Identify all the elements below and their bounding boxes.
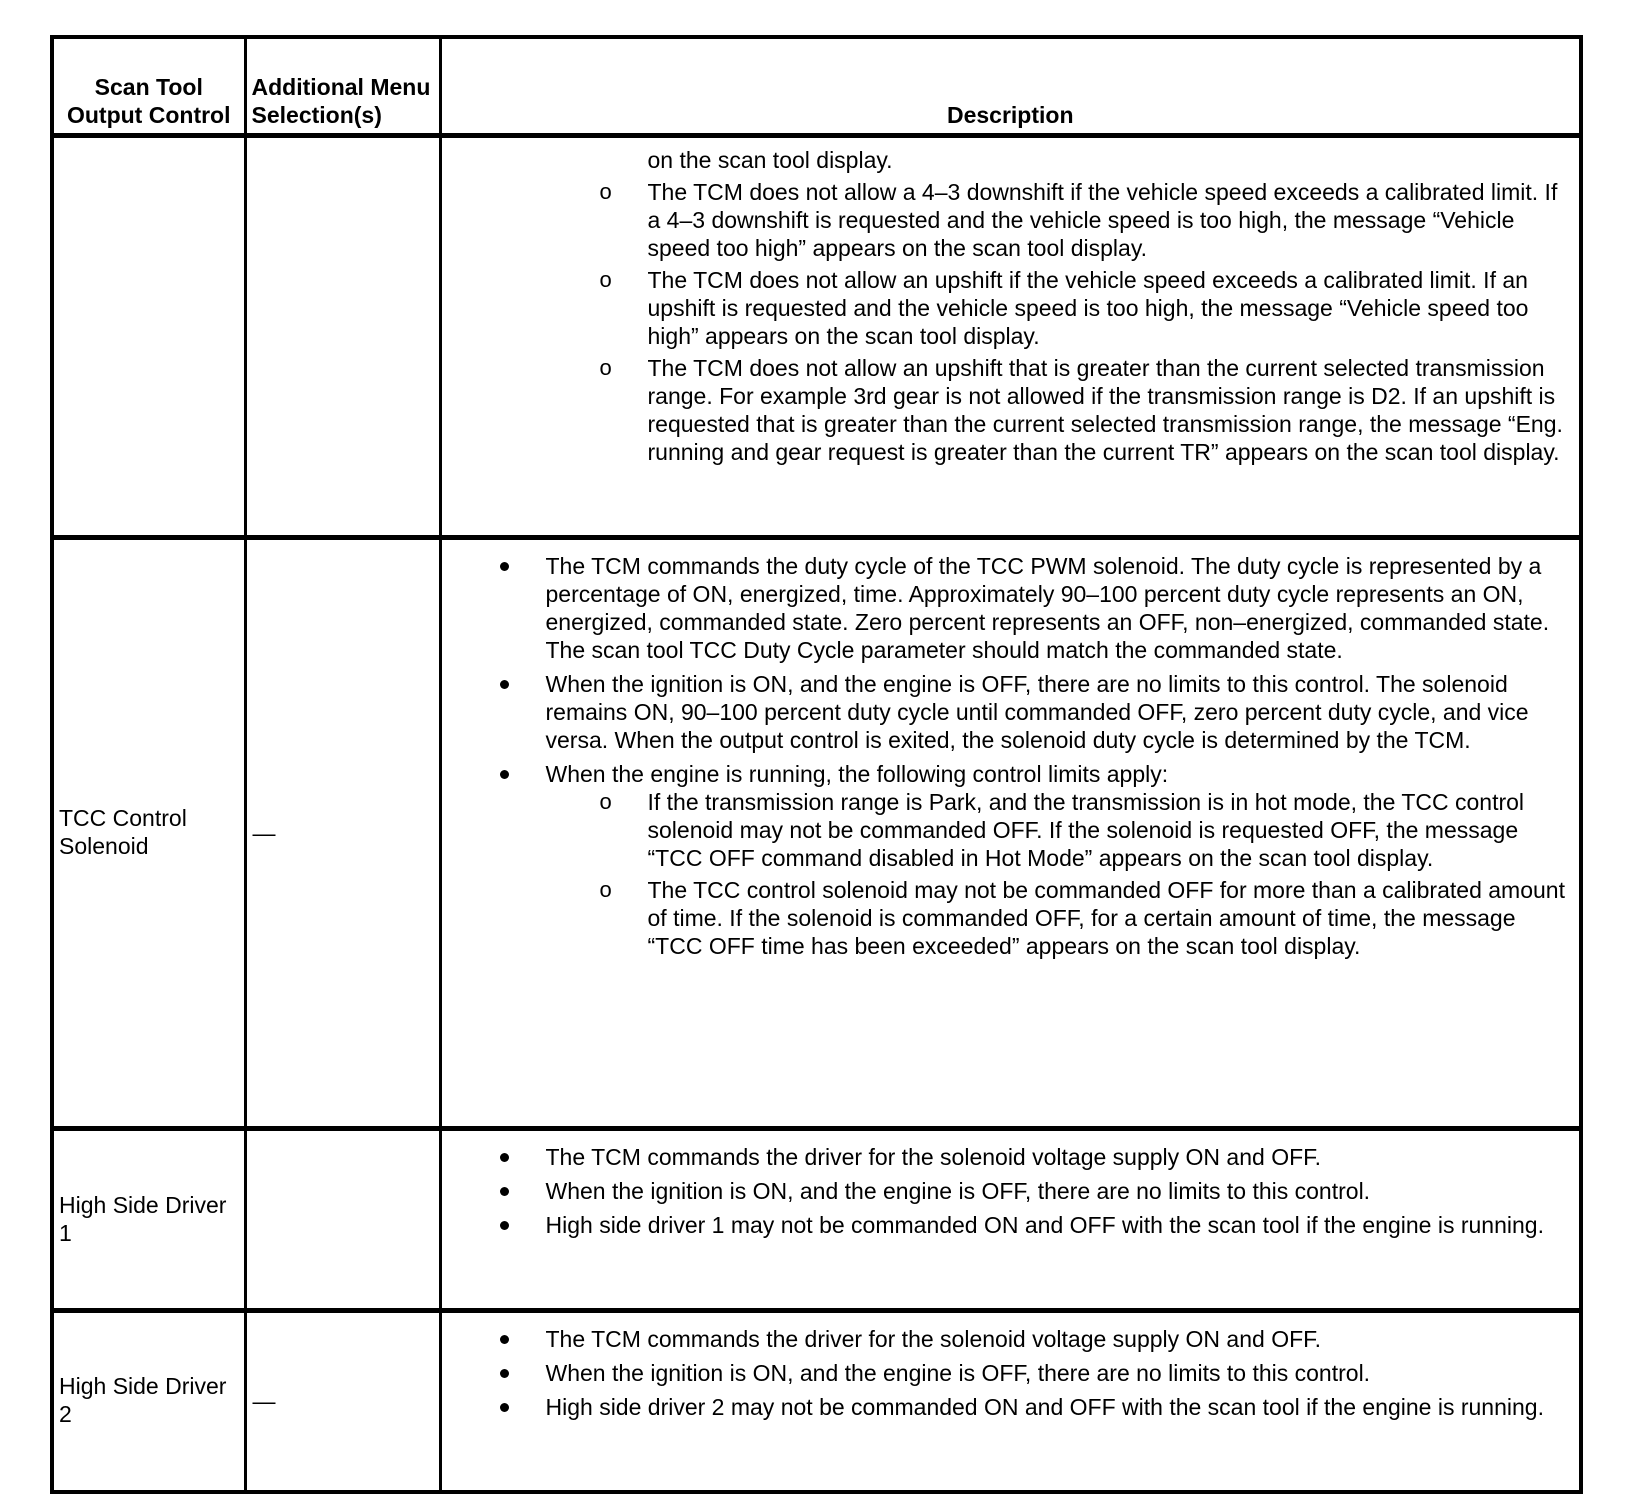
sub-item-text: The TCM does not allow an upshift that is greater than the current selected transmission range. For example 3rd gear is not allowed if the transmission range is D2. If an upshift is requested that is greater than the current selected transmission range, the message “Eng. running and gear request is greater than the current TR” appears on the scan tool display. [647, 354, 1563, 465]
sub-item-text: If the transmission range is Park, and the transmission is in hot mode, the TCC control solenoid may not be commanded OFF. If the solenoid is requested OFF, the message “TCC OFF command disabled in Hot Mode” appears on the scan tool display. [647, 788, 1525, 871]
circle-bullet-icon: o [599, 178, 612, 204]
header-additional-menu-selections: Additional Menu Selection(s) [245, 37, 440, 135]
bullet-icon [500, 770, 509, 779]
bullet-text: High side driver 2 may not be commanded ON and OFF with the scan tool if the engine is running. [545, 1393, 1544, 1420]
description-cell [440, 537, 1581, 1129]
table-row [52, 537, 1581, 1129]
control-name-cell [52, 135, 245, 537]
bullet-text: The TCM commands the duty cycle of the TCC PWM solenoid. The duty cycle is represented by a percentage of ON, energized, time. Approximately 90–100 percent duty cycle represents an ON, energized, commanded state. Zero percent represents an OFF, non–energized, commanded state. The scan tool TCC Duty Cycle parameter should match the commanded state. [545, 552, 1550, 663]
bullet-item [442, 670, 1576, 754]
circle-bullet-icon: o [599, 354, 612, 380]
bullet-item [442, 1211, 1576, 1239]
control-name-cell: High Side Driver 1 [52, 1129, 245, 1311]
sub-item [442, 354, 1576, 466]
menu-selection-cell: — [245, 1310, 440, 1492]
sub-item-text: The TCM does not allow a 4–3 downshift if the vehicle speed exceeds a calibrated limit. If a 4–3 downshift is requested and the vehicle speed is too high, the message “Vehicle speed too high” appears on the scan tool display. [647, 178, 1558, 261]
bullet-text: When the ignition is ON, and the engine is OFF, there are no limits to this control. The solenoid remains ON, 90–100 percent duty cycle until commanded OFF, zero percent duty cycle, and vice versa. When the output control is exited, the solenoid duty cycle is determined by the TCM. [545, 670, 1529, 753]
output-control-table [50, 35, 1583, 1494]
circle-bullet-icon: o [599, 266, 612, 292]
bullet-icon [500, 680, 509, 689]
bullet-item [442, 1177, 1576, 1205]
table-row [52, 1129, 1581, 1311]
control-name-cell: TCC Control Solenoid [52, 537, 245, 1129]
menu-selection-cell [245, 135, 440, 537]
table-header-row [52, 37, 1581, 135]
bullet-icon [500, 1335, 509, 1344]
header-scan-tool-output-control: Scan Tool Output Control [52, 37, 245, 135]
control-name-cell: High Side Driver 2 [52, 1310, 245, 1492]
menu-selection-cell: — [245, 537, 440, 1129]
bullet-item [442, 1359, 1576, 1387]
bullet-item [442, 552, 1576, 664]
header-description: Description [440, 37, 1581, 135]
description-cell [440, 135, 1581, 537]
sub-item-text: The TCC control solenoid may not be commanded OFF for more than a calibrated amount of time. If the solenoid is commanded OFF, for a certain amount of time, the message “TCC OFF time has been exceeded” appears on the scan tool display. [647, 876, 1565, 959]
bullet-item [442, 1393, 1576, 1421]
sub-item-text: The TCM does not allow an upshift if the vehicle speed exceeds a calibrated limit. If an upshift is requested and the vehicle speed is too high, the message “Vehicle speed too high” appears on the scan tool display. [647, 266, 1529, 349]
bullet-text: The TCM commands the driver for the solenoid voltage supply ON and OFF. [545, 1144, 1322, 1171]
bullet-icon [500, 1221, 509, 1230]
sub-item [546, 876, 1576, 960]
menu-selection-cell [245, 1129, 440, 1311]
sub-item [546, 788, 1576, 872]
continuation-text: on the scan tool display. [647, 146, 893, 173]
bullet-icon [500, 1369, 509, 1378]
sub-item [442, 266, 1576, 350]
description-cell [440, 1129, 1581, 1311]
bullet-text: When the engine is running, the following control limits apply: [545, 760, 1169, 787]
bullet-text: The TCM commands the driver for the solenoid voltage supply ON and OFF. [545, 1325, 1322, 1352]
bullet-icon [500, 562, 509, 571]
bullet-text: When the ignition is ON, and the engine is OFF, there are no limits to this control. [545, 1178, 1371, 1205]
bullet-item [442, 1143, 1576, 1171]
description-cell [440, 1310, 1581, 1492]
bullet-item [442, 1325, 1576, 1353]
table-row [52, 1310, 1581, 1492]
circle-bullet-icon: o [599, 788, 612, 814]
bullet-icon [500, 1153, 509, 1162]
table-row [52, 135, 1581, 537]
sub-item [442, 178, 1576, 262]
bullet-icon [500, 1187, 509, 1196]
bullet-item [442, 760, 1576, 960]
bullet-text: When the ignition is ON, and the engine is OFF, there are no limits to this control. [545, 1359, 1371, 1386]
bullet-text: High side driver 1 may not be commanded ON and OFF with the scan tool if the engine is running. [545, 1212, 1544, 1239]
bullet-icon [500, 1403, 509, 1412]
circle-bullet-icon: o [599, 876, 612, 902]
